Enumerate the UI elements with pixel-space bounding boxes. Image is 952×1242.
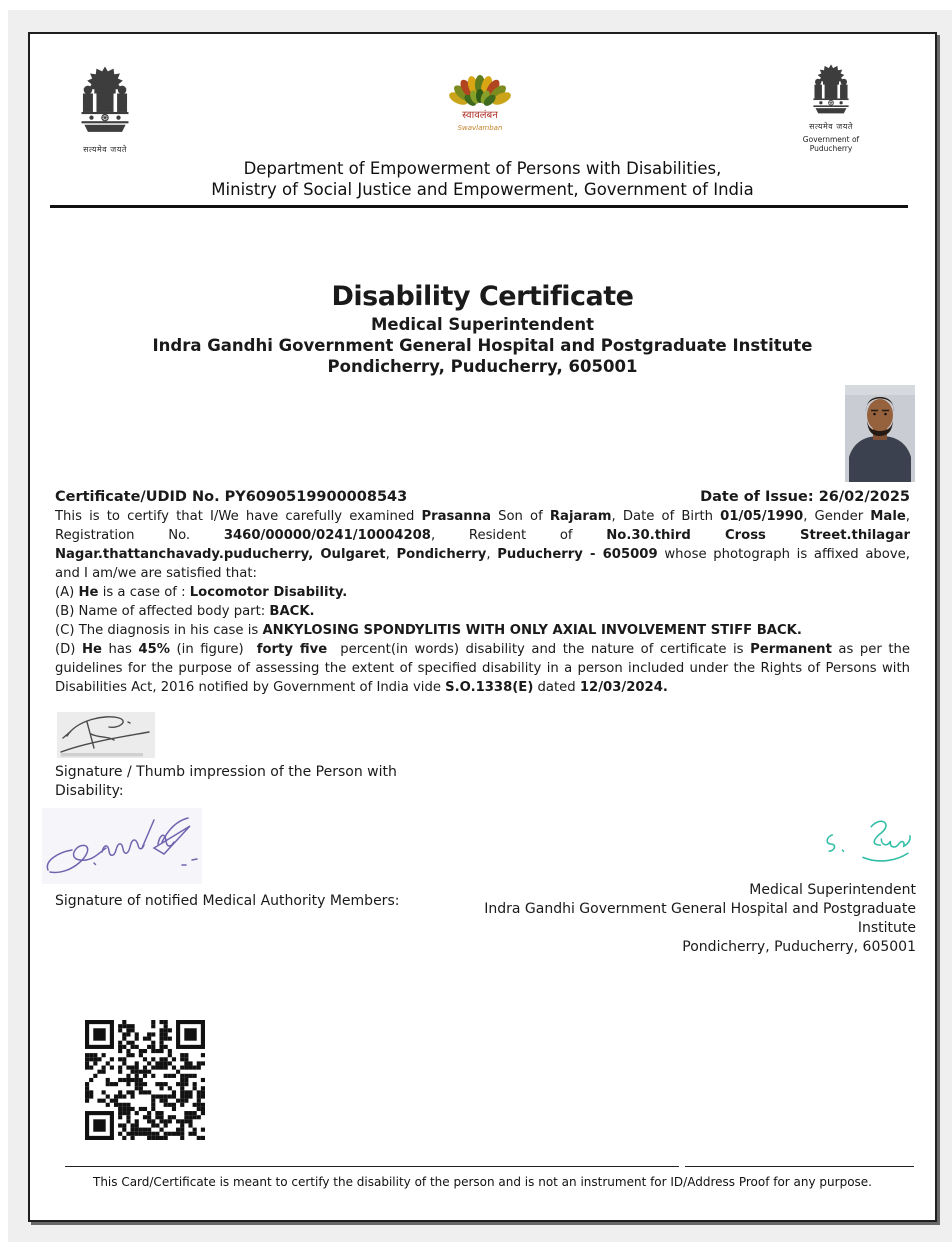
udid-row — [55, 489, 910, 505]
puducherry-emblem — [800, 61, 862, 153]
authority-signature — [42, 808, 202, 884]
certificate-page — [28, 32, 937, 1222]
person-signature-image — [57, 712, 155, 758]
udid-number: Certificate/UDID No. PY6090519900008543 — [55, 489, 408, 505]
applicant-photo-image — [845, 385, 915, 482]
applicant-photo — [845, 385, 915, 482]
certificate-title: Disability Certificate — [331, 281, 634, 312]
certificate-item-d: (D) He has 45% (in figure) forty five percent(in words) disability and the nature of certificate is Permanent as per the guidelines for the purpose of assessing the extent of specified disability in a person included under the Rights of Persons with Disabilities Act, 2016 notified by Government of India vide S.O.1338(E) dated 12/03/2024. — [55, 642, 911, 695]
puducherry-emblem-motto: सत्यमेव जयते — [809, 122, 853, 131]
footer-divider-left — [65, 1166, 679, 1167]
title-block — [30, 280, 935, 377]
swavlamban-hindi-text: स्वावलंबन — [462, 110, 498, 121]
superintendent-title: Medical Superintendent — [749, 882, 916, 898]
superintendent-hospital: Indra Gandhi Government General Hospital and Postgraduate Institute — [484, 901, 916, 936]
puducherry-emblem-caption: Government of Puducherry — [802, 135, 860, 153]
footer-disclaimer: This Card/Certificate is meant to certify the disability of the person and is not an instrument for ID/Address Proof for any purpose. — [92, 1175, 872, 1189]
authority-signature-label: Signature of notified Medical Authority Members: — [55, 893, 400, 909]
swavlamban-logo-icon — [435, 68, 525, 136]
person-signature-label: Signature / Thumb impression of the Person with Disability: — [55, 764, 397, 799]
department-line2: Ministry of Social Justice and Empowerment, Government of India — [211, 180, 754, 199]
hospital-name: Indra Gandhi Government General Hospital and Postgraduate Institute — [152, 336, 813, 355]
certificate-item-a: (A) He is a case of : Locomotor Disability. — [55, 585, 348, 600]
footer-divider — [30, 1166, 935, 1168]
superintendent-block — [446, 881, 916, 957]
person-signature — [57, 712, 155, 758]
department-header — [30, 158, 935, 200]
puducherry-emblem-icon — [807, 61, 855, 121]
footer-divider-right — [685, 1166, 914, 1167]
swavlamban-logo — [435, 68, 525, 140]
ashoka-emblem-icon — [73, 64, 137, 140]
department-line1: Department of Empowerment of Persons with Disabilities, — [243, 159, 722, 178]
superintendent-signature — [818, 812, 914, 868]
swavlamban-english-text: Swavlamban — [457, 124, 503, 132]
national-emblem-motto: सत्यमेव जयते — [83, 145, 127, 154]
date-of-issue: Date of Issue: 26/02/2025 — [700, 489, 910, 505]
superintendent-signature-image — [818, 812, 914, 868]
certificate-item-b: (B) Name of affected body part: BACK. — [55, 604, 315, 619]
certificate-body — [55, 507, 910, 697]
national-emblem — [73, 64, 137, 155]
hospital-location: Pondicherry, Puducherry, 605001 — [327, 357, 638, 376]
certificate-intro: This is to certify that I/We have carefully examined Prasanna Son of Rajaram, Date of Birth 01/05/1990, Gender Male, Registration No. 3460/00000/0241/10004208, Resident of No.30.third Cross Street.thilagar Nagar.thattanchavady.puducherry, Oulgaret, Pondicherry, Puducherry - 605009 whose photograph is affixed above, and I am/we are satisfied that: — [55, 509, 910, 581]
certificate-item-c: (C) The diagnosis in his case is ANKYLOSING SPONDYLITIS WITH ONLY AXIAL INVOLVEMENT STIFF BACK. — [55, 623, 802, 638]
issuer-title: Medical Superintendent — [370, 315, 595, 334]
superintendent-location: Pondicherry, Puducherry, 605001 — [682, 939, 916, 955]
authority-signature-image — [42, 808, 202, 884]
header-divider — [50, 205, 908, 208]
qr-code — [85, 1020, 205, 1140]
